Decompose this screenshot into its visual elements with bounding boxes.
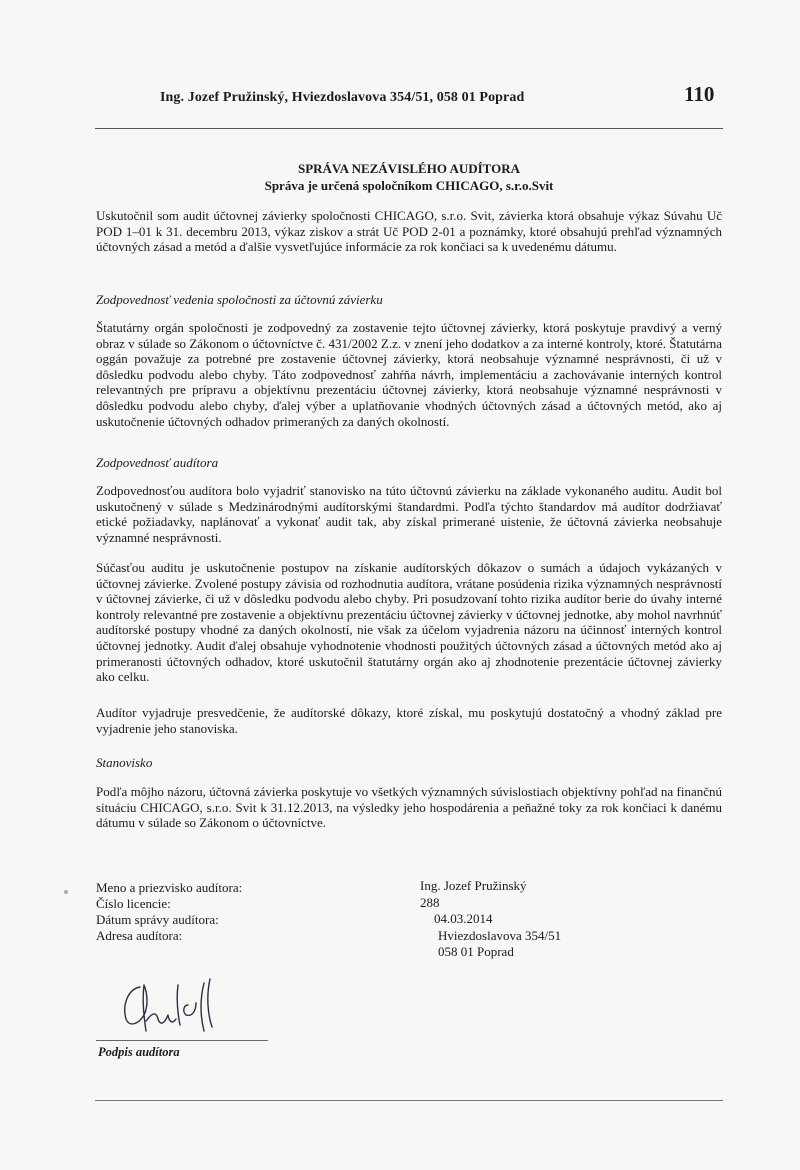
section-heading-opinion: Stanovisko <box>96 755 153 770</box>
section-heading-auditor: Zodpovednosť audítora <box>96 455 219 470</box>
handwritten-signature <box>118 975 228 1037</box>
label-license-number: Číslo licencie: <box>96 896 171 911</box>
auditor-responsibility-paragraph-1: Zodpovednosťou audítora bolo vyjadriť stanovisko na túto účtovnú závierku na základe vykonaného auditu. Audit bol uskutočnený v súlade s Medzinárodnými audítorskými štandardmi. Podľa týchto štandardov má audítor dodržiavať etické požiadavky, naplánovať a vykonať audit tak, aby získal primerané uistenie, že účtovná závierka neobsahuje významné nesprávnosti. <box>96 483 722 545</box>
opinion-paragraph: Podľa môjho názoru, účtovná závierka poskytuje vo všetkých významných súvislostiach objektívny pohľad na finančnú situáciu CHICAGO, s.r.o. Svit k 31.12.2013, na výsledky jeho hospodárenia a peňažné toky za rok končiaci k danému dátumu v súlade so Zákonom o účtovníctve. <box>96 784 722 831</box>
value-address-street: Hviezdoslavova 354/51 <box>438 928 562 943</box>
page-number: 110 <box>684 82 715 106</box>
value-address-city: 058 01 Poprad <box>438 944 514 959</box>
value-auditor-name: Ing. Jozef Pružinský <box>420 878 527 893</box>
report-subtitle: Správa je určená spoločníkom CHICAGO, s.r.o.Svit <box>264 178 554 193</box>
label-auditor-address: Adresa audítora: <box>96 928 183 943</box>
scan-speck <box>64 890 68 894</box>
header-author-address: Ing. Jozef Pružinský, Hviezdoslavova 354/51, 058 01 Poprad <box>160 90 525 105</box>
value-report-date: 04.03.2014 <box>434 911 493 926</box>
value-license-number: 288 <box>420 895 440 910</box>
section-heading-management: Zodpovednosť vedenia spoločnosti za účtovnú závierku <box>96 292 383 307</box>
auditor-responsibility-paragraph-3: Audítor vyjadruje presvedčenie, že audítorské dôkazy, ktoré získal, mu poskytujú dostatočný a vhodný základ pre vyjadrenie jeho stanoviska. <box>96 705 722 736</box>
label-report-date: Dátum správy audítora: <box>96 912 219 927</box>
signature-line <box>96 1040 268 1041</box>
report-title-block <box>96 160 722 194</box>
auditor-responsibility-paragraph-2: Súčasťou auditu je uskutočnenie postupov na získanie audítorských dôkazov o sumách a údajoch vykázaných v účtovnej závierke. Zvolené postupy závisia od rozhodnutia audítora, vrátane posúdenia rizika významných nesprávností v účtovnej závierke, či už v dôsledku podvodu alebo chyby. Pri posudzovaní tohto rizika audítor berie do úvahy interné kontroly relevantné pre zostavenie a objektívnu prezentáciu účtovnej závierky v účtovnej jednotke, aby mohol navrhnúť audítorské postupy vhodné za daných okolností, nie však za účelom vyjadrenia názoru na účinnosť interných kontrol účtovnej jednotky. Audit ďalej obsahuje vyhodnotenie vhodnosti použitých účtovných zásad a účtovných metód ako aj primeranosti účtovných odhadov, ktoré uskutočnil štatutárny orgán ako aj zhodnotenie prezentácie účtovnej závierky ako celku. <box>96 560 722 685</box>
signature-caption: Podpis audítora <box>98 1045 180 1059</box>
header-divider <box>95 128 723 129</box>
label-auditor-name: Meno a priezvisko audítora: <box>96 880 243 895</box>
intro-paragraph: Uskutočnil som audit účtovnej závierky spoločnosti CHICAGO, s.r.o. Svit, závierka ktorá obsahuje výkaz Súvahu Uč POD 1–01 k 31. decembru 2013, výkaz ziskov a strát Uč POD 2-01 a poznámky, ktoré obsahujú prehľad významných účtovných zásad a metód a ďalšie vysvetľujúce informácie za rok končiaci sa k uvedenému dátumu. <box>96 208 722 255</box>
management-responsibility-paragraph: Štatutárny orgán spoločnosti je zodpovedný za zostavenie tejto účtovnej závierky, ktorá poskytuje pravdivý a verný obraz v súlade so Zákonom o účtovníctve č. 431/2002 Z.z. v znení jeho dodatkov a za interné kontroly, ktoré. Štatutárna oggán považuje za potrebné pre zostavenie účtovnej závierky, ktorá neobsahuje významné nesprávnosti, či už v dôsledku podvodu alebo chyby. Táto zodpovednosť zahŕňa návrh, implementáciu a zachovávanie interných kontrol relevantných pre prípravu a objektívnu prezentáciu účtovnej závierky, ktorá neobsahuje významné nesprávnosti v dôsledku podvodu alebo chyby, ďalej výber a uplatňovanie vhodných účtovných zásad a účtovných metód, ako aj uskutočnenie účtovných odhadov primeraných za daných okolností. <box>96 320 722 429</box>
report-title: SPRÁVA NEZÁVISLÉHO AUDÍTORA <box>297 161 521 176</box>
footer-divider <box>95 1100 723 1101</box>
